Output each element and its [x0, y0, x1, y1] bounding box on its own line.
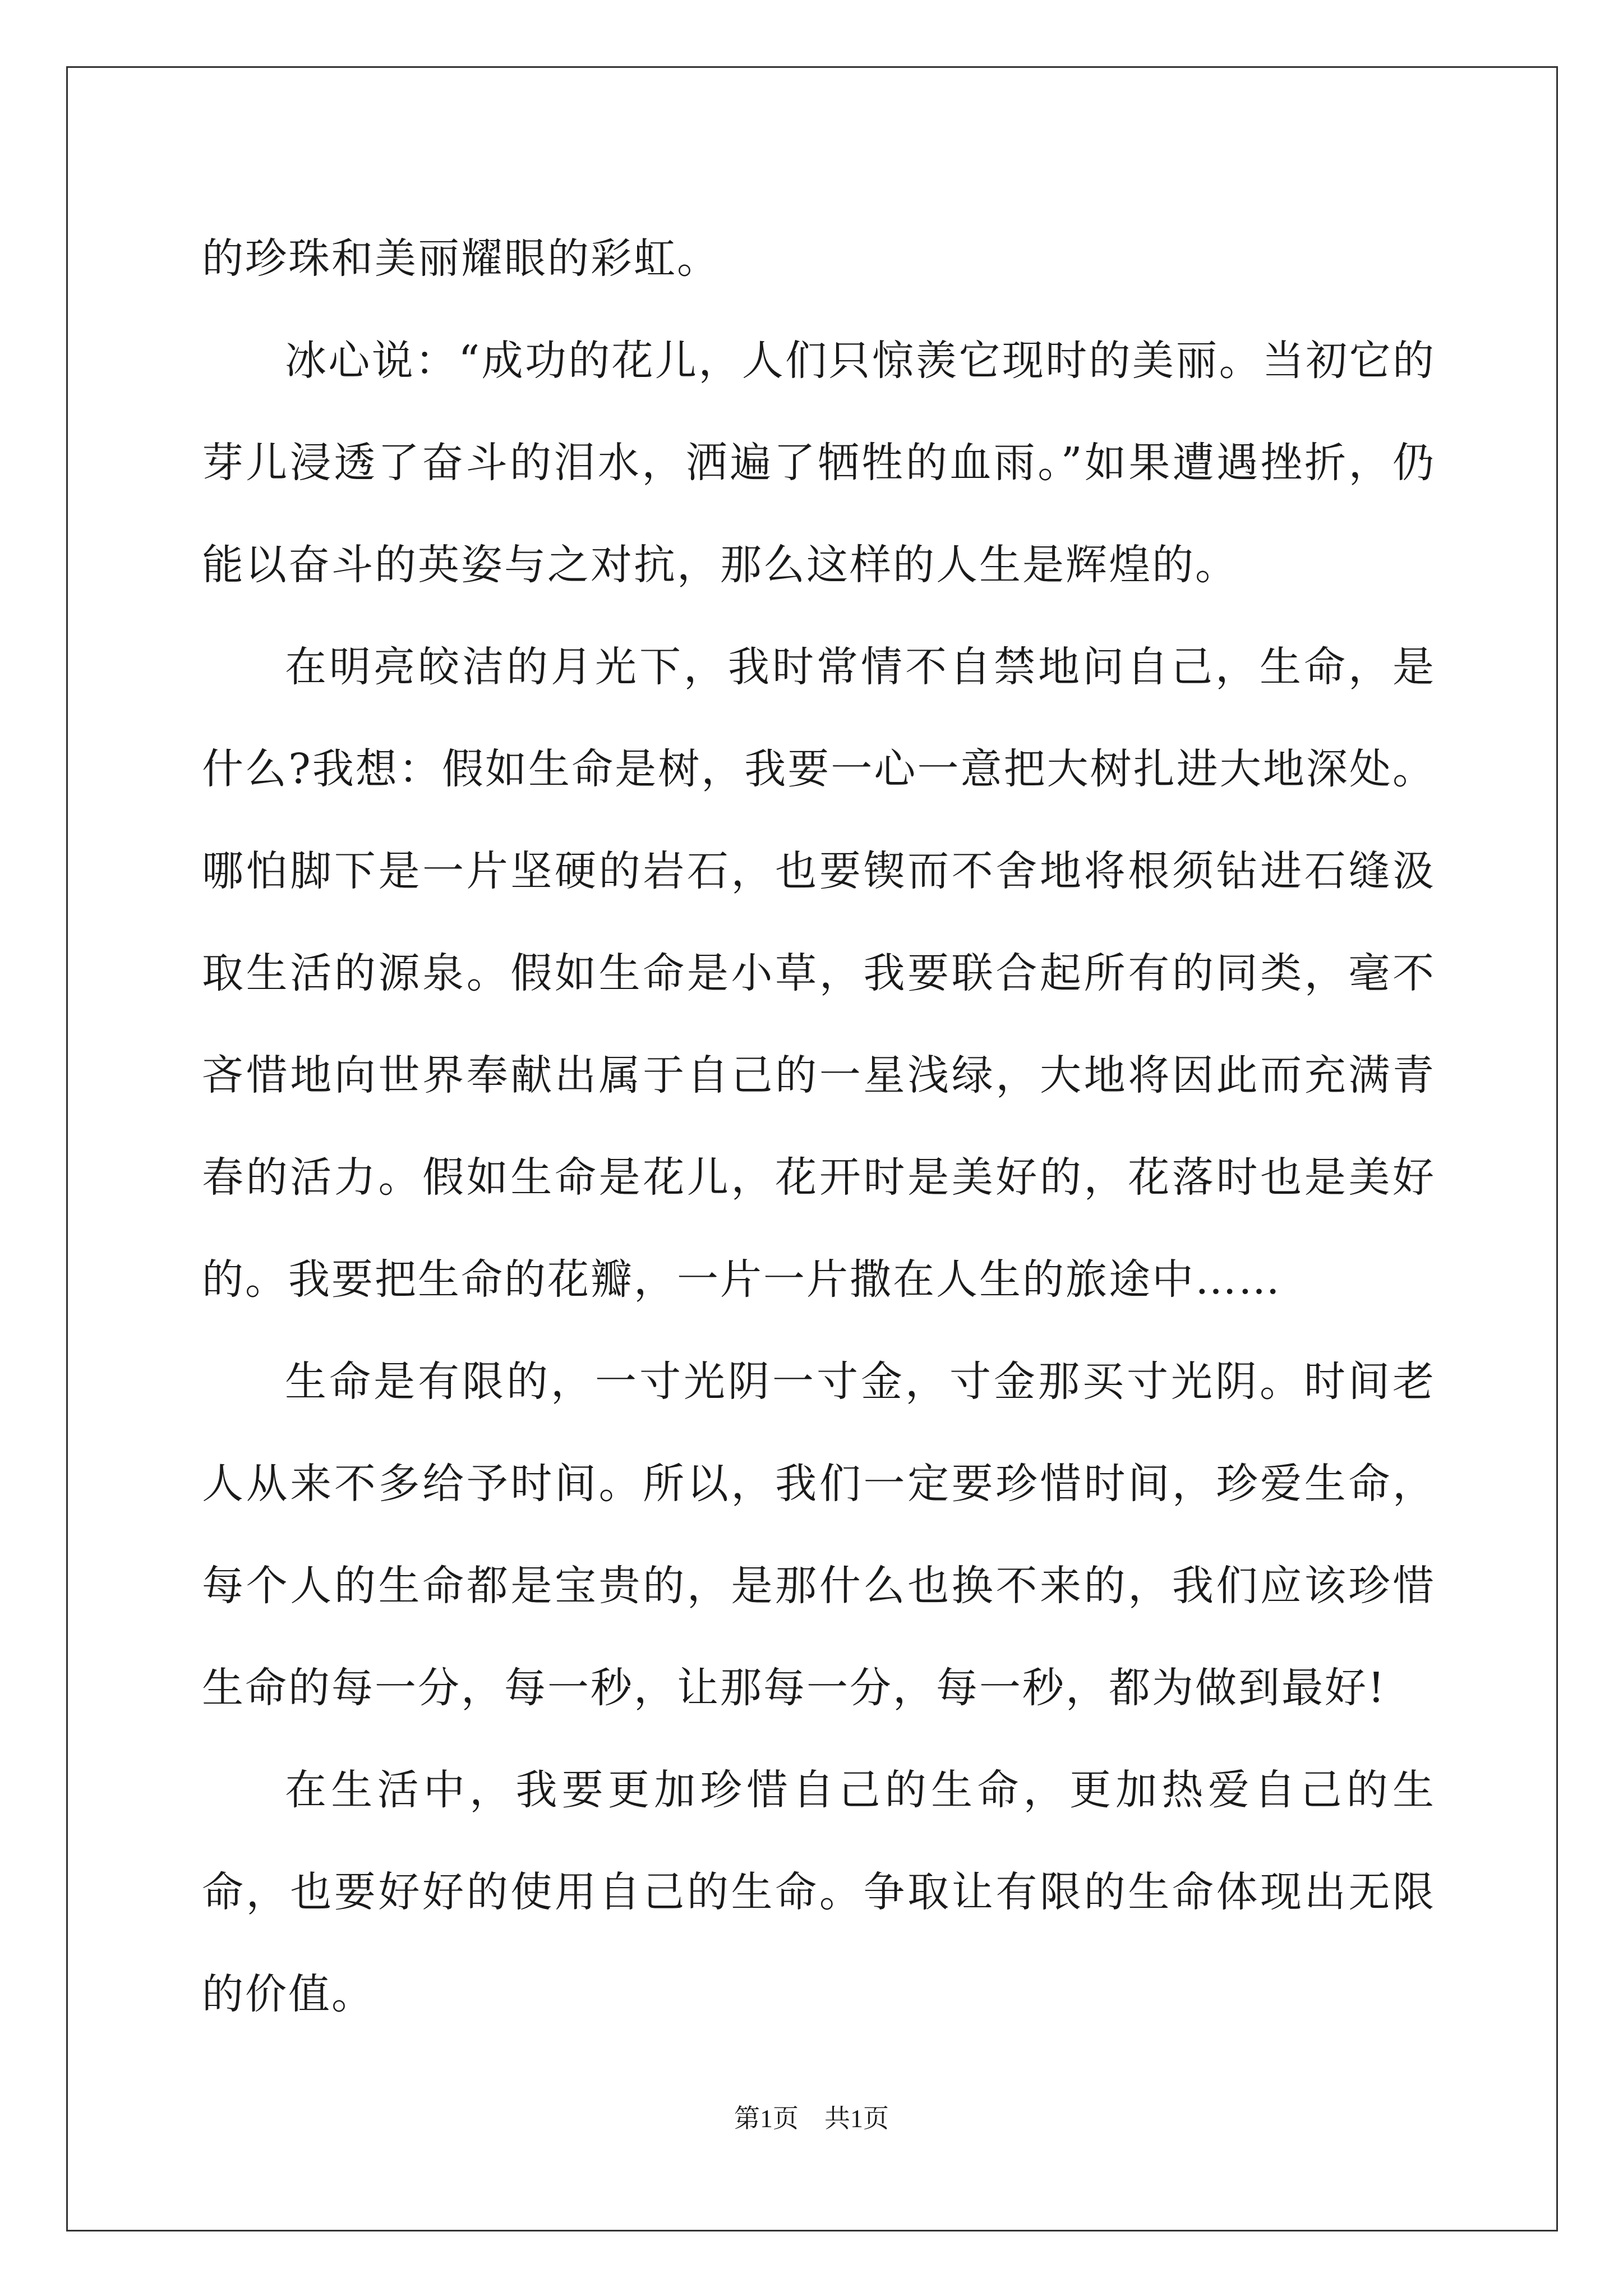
- page-number-footer: 第1页 共1页: [734, 2104, 889, 2133]
- paragraph-5: 在生活中，我要更加珍惜自己的生命，更加热爱自己的生命，也要好好的使用自己的生命。争取让有限的生命体现出无限的价值。: [202, 1766, 1436, 2018]
- document-body: [202, 208, 1436, 2045]
- paragraph-3: 在明亮皎洁的月光下，我时常情不自禁地问自己，生命，是什么?我想：假如生命是树，我要一心一意把大树扎进大地深处。哪怕脚下是一片坚硬的岩石，也要锲而不舍地将根须钻进石缝汲取生活的源泉。假如生命是小草，我要联合起所有的同类，毫不吝惜地向世界奉献出属于自己的一星浅绿，大地将因此而充满青春的活力。假如生命是花儿，花开时是美好的，花落时也是美好的。我要把生命的花瓣，一片一片撒在人生的旅途中……: [202, 643, 1436, 1304]
- paragraph-2: 冰心说：“成功的花儿，人们只惊羡它现时的美丽。当初它的芽儿浸透了奋斗的泪水，洒遍了牺牲的血雨。”如果遭遇挫折，仍能以奋斗的英姿与之对抗，那么这样的人生是辉煌的。: [202, 337, 1436, 589]
- paragraph-4: 生命是有限的，一寸光阴一寸金，寸金那买寸光阴。时间老人从来不多给予时间。所以，我们一定要珍惜时间，珍爱生命，每个人的生命都是宝贵的，是那什么也换不来的，我们应该珍惜生命的每一分，每一秒，让那每一分，每一秒，都为做到最好!: [202, 1358, 1436, 1712]
- paragraph-1: 的珍珠和美丽耀眼的彩虹。: [202, 234, 720, 283]
